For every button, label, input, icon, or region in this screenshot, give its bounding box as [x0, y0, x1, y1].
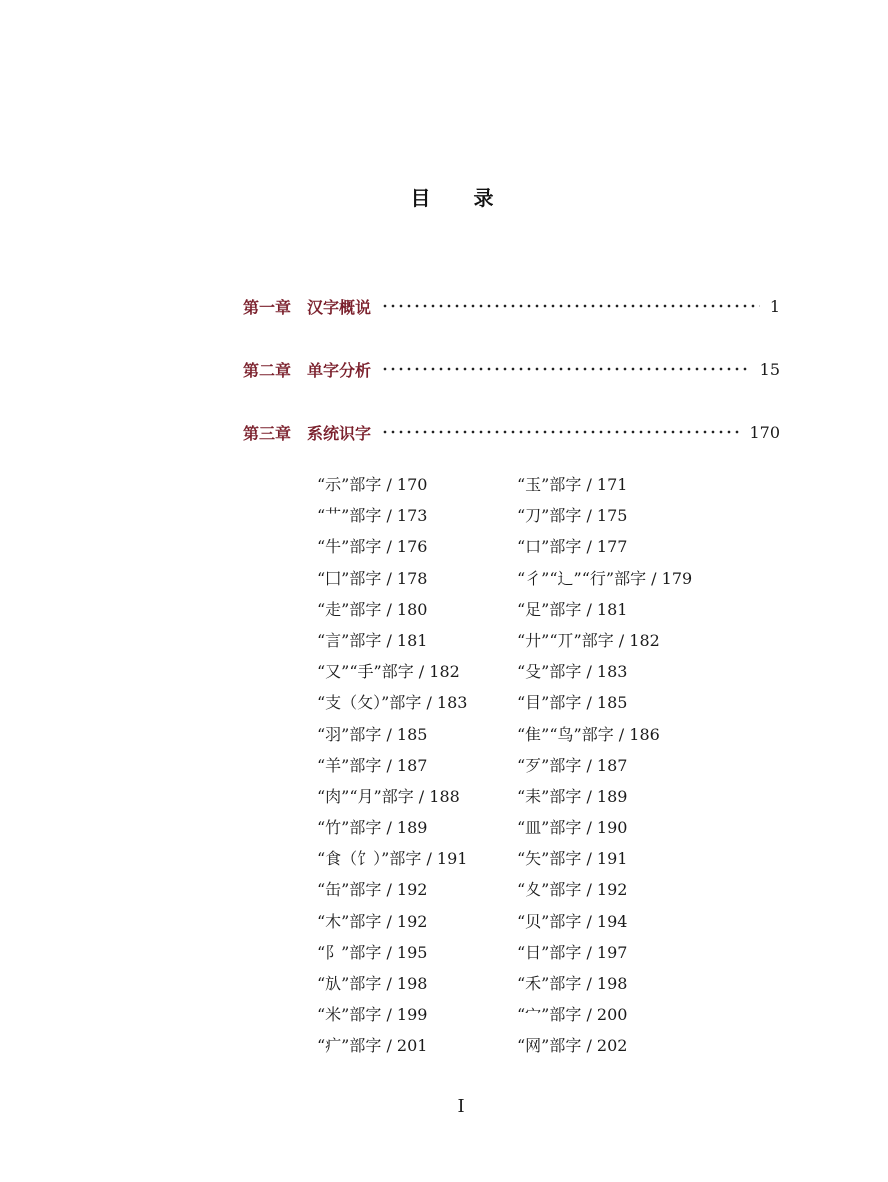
chapter-page-number: 1	[769, 296, 780, 316]
toc-entry[interactable]: “走”部字 / 180	[317, 599, 428, 619]
toc-chapter-1[interactable]	[243, 293, 780, 319]
entries-left-column	[317, 473, 467, 1066]
chapter-page-number: 15	[759, 359, 780, 379]
toc-entry[interactable]: “疒”部字 / 201	[317, 1036, 428, 1056]
toc-entry[interactable]: “夊”部字 / 192	[517, 880, 628, 900]
chapter-page-number: 170	[749, 422, 780, 442]
toc-chapter-2[interactable]	[243, 356, 780, 382]
toc-entry[interactable]: “阝”部字 / 195	[317, 942, 428, 962]
toc-entry[interactable]: “食（饣）”部字 / 191	[317, 849, 468, 869]
toc-entry[interactable]: “缶”部字 / 192	[317, 880, 428, 900]
dot-leader	[381, 367, 750, 371]
chapter-number: 第三章	[243, 423, 292, 443]
toc-entry[interactable]: “㫃”部字 / 198	[317, 974, 428, 993]
toc-entry[interactable]: “米”部字 / 199	[317, 1005, 428, 1025]
toc-entry[interactable]: “又”“手”部字 / 182	[317, 662, 460, 682]
toc-entry[interactable]: “耒”部字 / 189	[517, 786, 628, 806]
toc-entry[interactable]: “禾”部字 / 198	[517, 974, 628, 993]
toc-entry[interactable]: “殳”部字 / 183	[517, 662, 628, 682]
entries-right-column	[517, 473, 692, 1066]
toc-entry[interactable]: “示”部字 / 170	[317, 475, 428, 494]
chapter-number: 第二章	[243, 360, 292, 380]
toc-entry[interactable]: “彳”“辶”“行”部字 / 179	[517, 568, 693, 588]
toc-entry[interactable]: “言”部字 / 181	[317, 630, 428, 650]
toc-entry[interactable]: “日”部字 / 197	[517, 942, 628, 962]
toc-entry[interactable]: “竹”部字 / 189	[317, 818, 428, 838]
toc-entry[interactable]: “网”部字 / 202	[517, 1036, 628, 1056]
toc-entry[interactable]: “艹”部字 / 173	[317, 506, 428, 526]
toc-entry[interactable]: “羽”部字 / 185	[317, 724, 428, 744]
page-number: I	[457, 1096, 465, 1117]
toc-entry[interactable]: “廾”“丌”部字 / 182	[517, 630, 660, 650]
page-title: 目 录	[410, 186, 512, 210]
toc-entry[interactable]: “囗”部字 / 178	[317, 568, 428, 588]
toc-entry[interactable]: “足”部字 / 181	[517, 599, 628, 619]
toc-entry[interactable]: “宀”部字 / 200	[517, 1005, 628, 1025]
chapter-number: 第一章	[243, 297, 292, 317]
toc-entry[interactable]: “牛”部字 / 176	[317, 537, 428, 557]
chapter-title: 系统识字	[307, 423, 372, 443]
toc-entry[interactable]: “木”部字 / 192	[317, 911, 428, 931]
toc-entry[interactable]: “歹”部字 / 187	[517, 755, 628, 775]
toc-entry[interactable]: “刀”部字 / 175	[517, 506, 628, 526]
toc-entry[interactable]: “肉”“月”部字 / 188	[317, 786, 460, 806]
toc-entry[interactable]: “矢”部字 / 191	[517, 849, 628, 869]
toc-entry[interactable]: “口”部字 / 177	[517, 537, 628, 557]
toc-entry[interactable]: “皿”部字 / 190	[517, 818, 628, 838]
dot-leader	[381, 430, 739, 434]
toc-chapter-3[interactable]	[243, 419, 780, 445]
toc-entry[interactable]: “玉”部字 / 171	[517, 475, 628, 494]
toc-entry[interactable]: “支（攵）”部字 / 183	[317, 693, 468, 713]
toc-entry[interactable]: “目”部字 / 185	[517, 693, 628, 713]
toc-entry[interactable]: “隹”“鸟”部字 / 186	[517, 724, 660, 744]
chapter-title: 汉字概说	[307, 297, 372, 317]
dot-leader	[381, 304, 760, 308]
toc-entry[interactable]: “羊”部字 / 187	[317, 755, 428, 775]
toc-entry[interactable]: “贝”部字 / 194	[517, 911, 628, 931]
chapter-title: 单字分析	[307, 360, 372, 380]
